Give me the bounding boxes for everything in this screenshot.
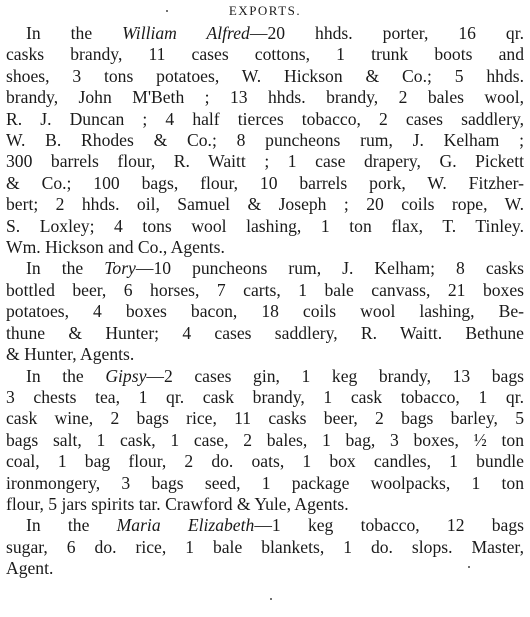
text-line: sugar, 6 do. rice, 1 bale blankets, 1 do. slops. Master, (6, 536, 524, 557)
print-speck (166, 10, 168, 12)
export-entry-maria-elizabeth (6, 515, 524, 579)
text-line: cask wine, 2 bags rice, 11 casks beer, 2 bags barley, 5 (6, 408, 524, 429)
text-line: Wm. Hickson and Co., Agents. (6, 237, 225, 258)
text-line: 3 chests tea, 1 qr. cask brandy, 1 cask tobacco, 1 qr. (6, 386, 524, 407)
text-line: W. B. Rhodes & Co.; 8 puncheons rum, J. Kelham ; (6, 130, 524, 151)
text-line: thune & Hunter; 4 cases saddlery, R. Waitt. Bethune (6, 322, 524, 343)
text-line: R. J. Duncan ; 4 half tierces tobacco, 2 cases saddlery, (6, 108, 524, 129)
ship-name: Maria Elizabeth (116, 515, 255, 536)
text-line: bags salt, 1 cask, 1 case, 2 bales, 1 bag, 3 boxes, ½ ton (6, 429, 524, 450)
text-line: coal, 1 bag flour, 2 do. oats, 1 box candles, 1 bundle (6, 451, 524, 472)
print-speck (270, 598, 272, 600)
text-line: flour, 5 jars spirits tar. Crawford & Yule, Agents. (6, 493, 349, 514)
text-line: brandy, John M'Beth ; 13 hhds. brandy, 2 bales wool, (6, 87, 524, 108)
text-line: S. Loxley; 4 tons wool lashing, 1 ton flax, T. Tinley. (6, 215, 524, 236)
text-line: In the Maria Elizabeth—1 keg tobacco, 12 bags (26, 515, 524, 536)
export-entry-gipsy (6, 366, 524, 516)
text-line: In the Tory—10 puncheons rum, J. Kelham; 8 casks (26, 258, 524, 279)
text-line: In the Gipsy—2 cases gin, 1 keg brandy, 13 bags (26, 365, 524, 386)
ship-name: Gipsy (105, 365, 147, 386)
ship-name: William Alfred (122, 23, 250, 43)
text-line: & Hunter, Agents. (6, 344, 135, 365)
section-heading: EXPORTS. (228, 3, 302, 18)
export-entry-tory (6, 258, 524, 365)
text-line: bert; 2 hhds. oil, Samuel & Joseph ; 20 coils rope, W. (6, 194, 524, 215)
text-line: 300 barrels flour, R. Waitt ; 1 case drapery, G. Pickett (6, 151, 524, 172)
text-line: Agent. (6, 558, 54, 579)
print-speck (468, 566, 470, 568)
text-line: In the William Alfred—20 hhds. porter, 16 qr. (26, 23, 524, 43)
export-entry-william-alfred (6, 23, 524, 258)
newspaper-column (6, 2, 524, 614)
text-line: ironmongery, 3 bags seed, 1 package woolpacks, 1 ton (6, 472, 524, 493)
text-line: potatoes, 4 boxes bacon, 18 coils wool lashing, Be- (6, 301, 524, 322)
text-line: bottled beer, 6 horses, 7 carts, 1 bale canvass, 21 boxes (6, 279, 524, 300)
text-line: shoes, 3 tons potatoes, W. Hickson & Co.; 5 hhds. (6, 65, 524, 86)
ship-name: Tory (104, 258, 136, 279)
text-line: & Co.; 100 bags, flour, 10 barrels pork, W. Fitzher- (6, 172, 524, 193)
text-line: casks brandy, 11 cases cottons, 1 trunk boots and (6, 44, 524, 65)
